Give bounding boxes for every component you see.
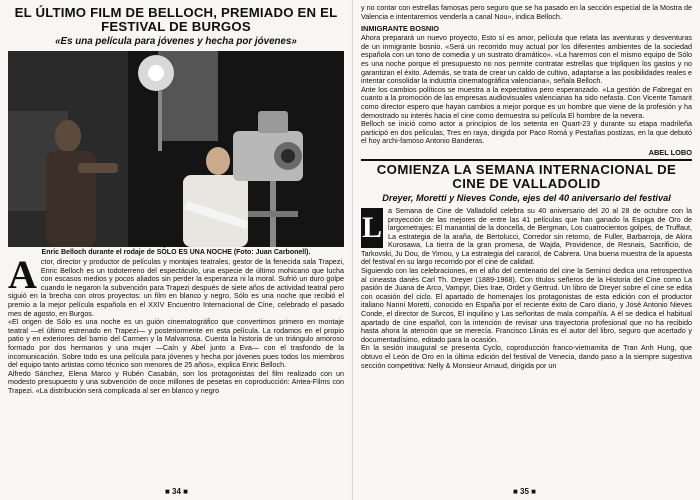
left-paragraph-1: ctor, director y productor de películas y montajes teatrales, gestor de la fenecida sala Trapezi, Enric Belloch es un todoterreno del espectáculo, una especie de último mohicano que lucha con escasos medios y pocos aliados sin perder la esperanza ni la moral. Sufrió un duro golpe cuando le negaron la subvención para Trapezi después de siete años de actividad teatral pero siguió en la brecha con otros proyectos: un film en blanco y negro, Sólo es una noche que recibió el premio a la mejor película española en el XXIV Encuentro Internacional de Cine, celebrado el pasado mes de agosto, en Burgos. <box>8 257 344 318</box>
right-paragraph-1: a Semana de Cine de Valladolid celebra su 40 aniversario del 20 al 28 de octubre con la proyección de las mejores de entre las 41 películas que han ganado la Espiga de Oro de largometrajes: El manantial de la doncella, de Bergman, Los cuatrocientos golpes, de Truffaut, La estrategia de la araña, de Bertolucci, Corredor sin retorno, de Fuller, Barbarroja, de Akira Kurosawa, La tierra de la gran promesa, de Wajda, Providence, de Resnais, Sacrificio, de Tarkovski, Ju Dou, de Yimou, y La estrategia del caracol, de Cabrera. Una buena muestra de la apuesta del festival en su largo recorrido por el cine de calidad. <box>361 205 692 267</box>
right-article-body <box>361 207 692 370</box>
right-top-paragraph: y no contar con estrellas famosas pero seguro que se ha pasado en la sección especial de la Mostra de Valencia e intentaremos venderla a canal Nou», indica Belloch. <box>361 3 692 21</box>
left-paragraph-3: Alfredo Sánchez, Elena Marco y Rubén Casabán, son los protagonistas del film realizado con un modesto presupuesto y una subvención de once millones de pesetas en coproducción: Antea-Films con Trapezi. «La distribución será complicada al ser en blanco y negro <box>8 368 344 395</box>
dropcap-a: A <box>8 252 37 297</box>
section-heading: INMIGRANTE BOSNIO <box>361 24 440 34</box>
photo-caption: Enric Belloch durante el rodaje de SÓLO ES UNA NOCHE (Foto: Juan Carbonell). <box>41 249 311 256</box>
left-article-subtitle: «Es una película para jóvenes y hecha por jóvenes» <box>55 36 297 47</box>
left-paragraph-2: «El origen de Sólo es una noche es un guión cinematográfico que convertimos primero en montaje teatral —el último estrenado en Trapezi— y posteriormente en esta película. La rodamos en el propio patio y en exteriores del barrio del Carmen y la Malvarrosa. Cuenta la historia de un triángulo amoroso formado por dos hermanos y una mujer —Caín y Abel junto a Eva— con el trasfondo de la incomunicación. Sobre todo es una película para jóvenes y hecha por jóvenes pues todos los miembros del equipo tanto artistas como técnico son menores de 25 años», explica Enric Belloch. <box>8 317 344 370</box>
right-paragraph-2: Siguiendo con las celebraciones, en el año del centenario del cine la Seminci dedica una retrospectiva al cineasta danés Carl Th. Dreyer (1889-1968). Con títulos señeros de la Historia del Cine como La pasión de Juana de Arco, Vampyr, Dies Irae, Ordet y Gertrud. Un libro de Dreyer sobre el cine se edita con ocasión del ciclo. El apartado de homenajes los protagonistas de esta edición con el productor italiano Nanni Moretti, conocido en España por el reciente éxito de Caro diario, y José Antonio Nieves Conde, el director de Surcos, El inquilino y Las señoritas de mala compañía. A él se dedica el habitual apartado de cine español, con la intención de revisar una trayectoria profesional que no ha recibido hasta ahora la atención que se merecía. Francisco Llinás es el autor del libro, seguro que acertado y documentadísimo, editado para la ocasión. <box>361 266 692 344</box>
right-paragraph-3: En la sesión inaugural se presenta Cyclo, coproducción franco-vietnamita de Tran Anh Hung, que obtuvo el León de Oro en la última edición del festival de Venecia, dando paso a la siempre sugestiva sección competitiva: Nelly & Monsieur Arnaud, dirigida por un <box>361 343 692 370</box>
right-section-paragraph-1: Ahora preparará un nuevo proyecto, Esto sí es amor, película que relata las aventuras y desventuras de un inmigrante bosnio. «Será un recorrido muy actual por los diferentes ambientes de la sociedad española con un tono de comedia y un sustrato dramático». «La haremos con el mismo equipo de Sólo es una noche porque el presupuesto no nos permite contratar estrellas que tripliquen los gastos y no garantizan el éxito. Además, se trata de crear un caldo de cultivo, adaptarse a las posibilidades reales e intentar consolidar la industria cinematográfica valenciana», señala Belloch. <box>361 33 692 86</box>
right-article-subtitle: Dreyer, Moretti y Nieves Conde, ejes del 40 aniversario del festival <box>382 192 671 203</box>
right-page <box>352 0 700 500</box>
page-number-right: ■ 35 ■ <box>513 487 537 496</box>
left-article-title: EL ÚLTIMO FILM DE BELLOCH, PREMIADO EN EL FESTIVAL DE BURGOS <box>14 5 338 34</box>
section-divider <box>361 159 692 161</box>
right-continued-text <box>361 4 692 21</box>
film-set-photo-illustration <box>8 51 344 247</box>
author-signature: ABEL LOBO <box>648 147 692 157</box>
page-number-left: ■ 34 ■ <box>165 487 189 496</box>
right-section-paragraph-2: Ante los cambios políticos se muestra a la expectativa pero esperanzado. «La gestión de Fabregat en cuanto a la promoción de las empresas audiovisuales valencianas ha sido nefasta. Con Vicente Tamarit como director espero que hayan cambios a mejor porque es un hombre que viene de la profesión y ha demostrado su interés hacia el cine como demuestra su película El hombre de la nevera. <box>361 84 692 120</box>
right-article-title: COMIENZA LA SEMANA INTERNACIONAL DE CINE DE VALLADOLID <box>376 161 677 191</box>
right-section-body <box>361 34 692 146</box>
dropcap-l: L <box>361 208 383 248</box>
film-set-photo <box>8 51 344 247</box>
right-section-paragraph-3: Belloch se inició como actor a principios de los setenta en Quart-23 y durante su etapa madrileña participó en dos películas, Tres en raya, dirigida por Paco Romá y Pestañas postizas, en la que debutó el hoy archi-famoso Antonio Banderas. <box>361 119 692 146</box>
